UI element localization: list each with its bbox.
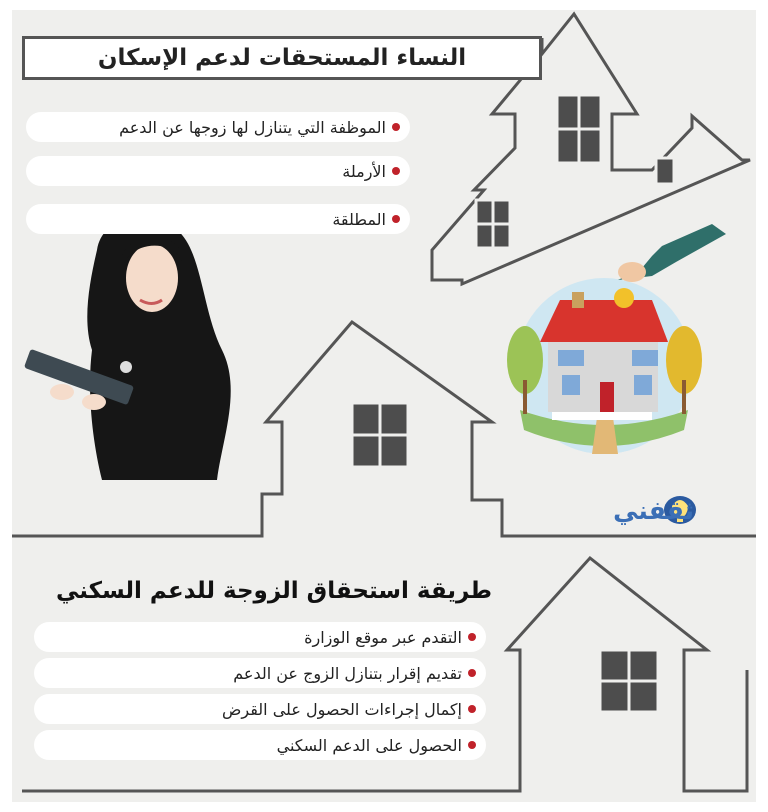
bullet-dot bbox=[468, 633, 476, 641]
list-item-label: التقدم عبر موقع الوزارة bbox=[304, 627, 462, 647]
page-title: النساء المستحقات لدعم الإسكان bbox=[22, 36, 542, 80]
list-item-label: الحصول على الدعم السكني bbox=[276, 735, 462, 755]
bullet-dot bbox=[392, 167, 400, 175]
house-savings-illustration bbox=[507, 224, 726, 454]
list-item bbox=[34, 622, 486, 652]
list-item bbox=[26, 112, 410, 142]
brand-name: ثقفني bbox=[613, 495, 694, 525]
woman-with-tablet-illustration bbox=[24, 216, 231, 480]
brand-logo bbox=[530, 490, 700, 530]
list-item-label: تقديم إقرار بتنازل الزوج عن الدعم bbox=[233, 663, 462, 683]
list-item bbox=[34, 694, 486, 724]
list-item bbox=[34, 658, 486, 688]
list-item-label: الأرملة bbox=[342, 161, 386, 181]
bullet-dot bbox=[468, 669, 476, 677]
window-icon bbox=[656, 158, 674, 184]
bullet-dot bbox=[468, 705, 476, 713]
infographic-canvas bbox=[12, 10, 756, 802]
list-item-label: إكمال إجراءات الحصول على القرض bbox=[222, 699, 462, 719]
list-item bbox=[26, 156, 410, 186]
bullet-dot bbox=[392, 123, 400, 131]
list-item-label: الموظفة التي يتنازل لها زوجها عن الدعم bbox=[119, 117, 386, 137]
section-title: طريقة استحقاق الزوجة للدعم السكني bbox=[55, 578, 492, 604]
list-item bbox=[26, 204, 410, 234]
bullet-dot bbox=[392, 215, 400, 223]
list-item bbox=[34, 730, 486, 760]
list-item-label: المطلقة bbox=[332, 209, 386, 229]
bullet-dot bbox=[468, 741, 476, 749]
